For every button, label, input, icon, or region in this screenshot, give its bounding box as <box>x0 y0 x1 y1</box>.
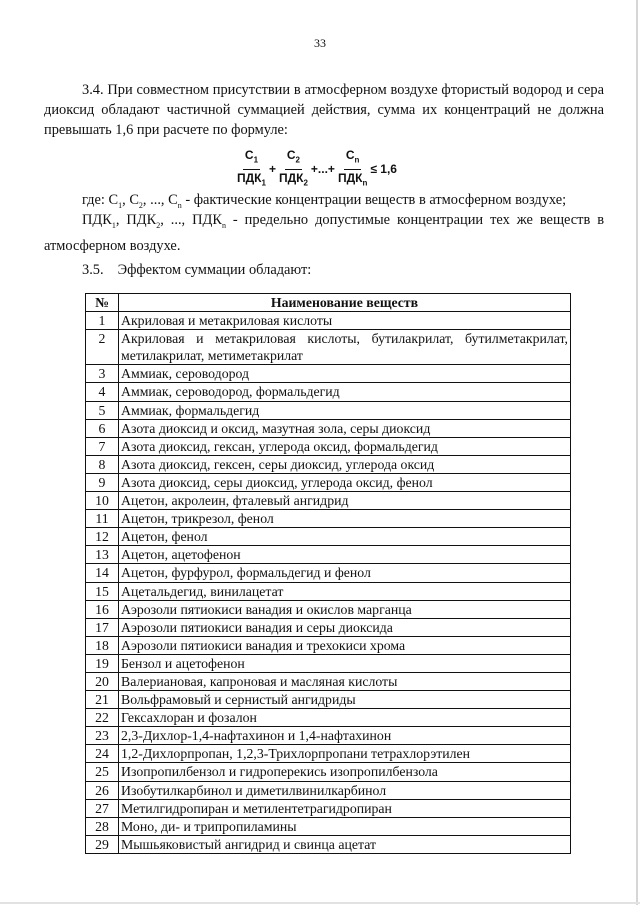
table-row <box>86 799 571 817</box>
separator: , ..., <box>142 192 169 208</box>
substance-names: Вольфрамовый и сернистый ангидриды <box>119 691 571 709</box>
summation-formula <box>236 150 399 188</box>
substance-names: Изопропилбензол и гидроперекись изопропилбензола <box>119 763 571 781</box>
page-number: 33 <box>314 36 326 50</box>
row-number: 24 <box>86 745 119 763</box>
table-row <box>86 546 571 564</box>
formula-numerator: С <box>286 148 296 163</box>
formula-subscript: 2 <box>303 177 308 187</box>
substance-names: Аммиак, формальдегид <box>119 401 571 419</box>
formula-operator: + <box>268 162 276 176</box>
table-row <box>86 437 571 455</box>
row-number: 27 <box>86 799 119 817</box>
table-row <box>86 817 571 835</box>
formula-subscript: 1 <box>253 155 259 165</box>
substance-names: Азота диоксид и оксид, мазутная зола, серы диоксид <box>119 419 571 437</box>
var-subscript: 1 <box>118 200 123 210</box>
row-number: 21 <box>86 691 119 709</box>
table-row <box>86 636 571 654</box>
row-number: 25 <box>86 763 119 781</box>
row-number: 3 <box>86 365 119 383</box>
row-number: 20 <box>86 672 119 690</box>
table-row <box>86 709 571 727</box>
formula-numerator: С <box>345 148 355 163</box>
row-number: 6 <box>86 419 119 437</box>
header-name: Наименование веществ <box>119 294 571 312</box>
formula-subscript: 1 <box>261 177 266 187</box>
formula-subscript: n <box>362 177 368 187</box>
table-row <box>86 312 571 330</box>
var-pdk: ПДК <box>82 212 112 228</box>
substance-names: Изобутилкарбинол и диметилвинилкарбинол <box>119 781 571 799</box>
substance-names: Бензол и ацетофенон <box>119 654 571 672</box>
var-c: С <box>108 192 119 208</box>
paragraph-3-4: 3.4. При совместном присутствии в атмосферном воздухе фтористый водород и сера диоксид обладают частичной суммацией действия, сумма их концентраций не должна превышать 1,6 при расчете по формуле: <box>44 82 604 138</box>
page-edge-shadow <box>0 902 640 904</box>
var-c: С <box>129 192 139 208</box>
row-number: 8 <box>86 455 119 473</box>
table-row <box>86 600 571 618</box>
section-number: 3.5. <box>82 262 104 278</box>
row-number: 26 <box>86 781 119 799</box>
row-number: 5 <box>86 401 119 419</box>
row-number: 9 <box>86 473 119 491</box>
substance-names: Ацетон, фурфурол, формальдегид и фенол <box>119 564 571 582</box>
formula-fraction-n <box>338 148 367 190</box>
var-c: С <box>168 192 178 208</box>
row-number: 19 <box>86 654 119 672</box>
table-row <box>86 383 571 401</box>
row-number: 2 <box>86 330 119 365</box>
substance-names: Аэрозоли пятиокиси ванадия и трехокиси хрома <box>119 636 571 654</box>
formula-legend-pdk <box>44 210 604 256</box>
formula-fraction-2 <box>279 148 308 190</box>
var-subscript: n <box>177 200 182 210</box>
substance-names: Моно, ди- и трипропиламины <box>119 817 571 835</box>
header-number: № <box>86 294 119 312</box>
table-row <box>86 564 571 582</box>
legend-text: - предельно допустимые концентрации тех же веществ в атмосферном воздухе. <box>44 212 604 254</box>
table-row <box>86 473 571 491</box>
substance-names: 2,3-Дихлор-1,4-нафтахинон и 1,4-нафтахинон <box>119 727 571 745</box>
table-row <box>86 654 571 672</box>
table-row <box>86 727 571 745</box>
substance-names: Аэрозоли пятиокиси ванадия и окислов марганца <box>119 600 571 618</box>
substance-names: Азота диоксид, гексен, серы диоксид, углерода оксид <box>119 455 571 473</box>
table-row <box>86 582 571 600</box>
formula-denominator: ПДК <box>278 170 304 185</box>
row-number: 1 <box>86 312 119 330</box>
substance-names: Ацетон, ацетофенон <box>119 546 571 564</box>
table-row <box>86 763 571 781</box>
row-number: 14 <box>86 564 119 582</box>
row-number: 12 <box>86 528 119 546</box>
var-subscript: n <box>221 220 226 230</box>
substance-names: Аммиак, сероводород, формальдегид <box>119 383 571 401</box>
separator: , <box>122 192 130 208</box>
table-row <box>86 419 571 437</box>
formula-fraction-1 <box>237 148 266 190</box>
separator: , ..., <box>160 212 193 228</box>
substance-names: Валериановая, капроновая и масляная кислоты <box>119 672 571 690</box>
substance-names: 1,2-Дихлорпропан, 1,2,3-Трихлорпропани тетрахлорэтилен <box>119 745 571 763</box>
substance-names: Мышьяковистый ангидрид и свинца ацетат <box>119 835 571 853</box>
substance-names: Ацетальдегид, винилацетат <box>119 582 571 600</box>
row-number: 13 <box>86 546 119 564</box>
var-subscript: 2 <box>138 200 143 210</box>
table-row <box>86 835 571 853</box>
table-row <box>86 672 571 690</box>
substances-table <box>85 293 571 854</box>
formula-numerator: С <box>244 148 254 163</box>
var-pdk: ПДК <box>192 212 222 228</box>
separator: , <box>115 212 127 228</box>
formula-denominator: ПДК <box>337 170 363 185</box>
substance-names: Гексахлоран и фозалон <box>119 709 571 727</box>
substance-names: Азота диоксид, гексан, углерода оксид, формальдегид <box>119 437 571 455</box>
table-row <box>86 781 571 799</box>
formula-rhs: ≤ 1,6 <box>370 162 397 176</box>
table-row <box>86 455 571 473</box>
formula-operator: +...+ <box>310 162 335 176</box>
table-row <box>86 401 571 419</box>
where-label: где: <box>82 192 109 208</box>
table-row <box>86 510 571 528</box>
var-subscript: 2 <box>156 220 161 230</box>
page-edge-shadow <box>636 0 638 905</box>
paragraph-3-5 <box>82 260 602 280</box>
row-number: 23 <box>86 727 119 745</box>
substance-names: Аэрозоли пятиокиси ванадия и серы диоксида <box>119 618 571 636</box>
substance-names: Ацетон, акролеин, фталевый ангидрид <box>119 492 571 510</box>
substance-names: Азота диоксид, серы диоксид, углерода оксид, фенол <box>119 473 571 491</box>
row-number: 18 <box>86 636 119 654</box>
row-number: 17 <box>86 618 119 636</box>
formula-denominator: ПДК <box>237 170 262 185</box>
substance-names: Метилгидропиран и метилентетрагидропиран <box>119 799 571 817</box>
section-text: Эффектом суммации обладают: <box>117 262 312 278</box>
row-number: 7 <box>86 437 119 455</box>
var-subscript: 1 <box>111 220 116 230</box>
table-row <box>86 492 571 510</box>
row-number: 11 <box>86 510 119 528</box>
substance-names: Ацетон, фенол <box>119 528 571 546</box>
row-number: 22 <box>86 709 119 727</box>
formula-subscript: 2 <box>295 155 300 165</box>
table-row <box>86 618 571 636</box>
table-row <box>86 691 571 709</box>
substance-names: Акриловая и метакриловая кислоты, бутилакрилат, бутилметакрилат, метилакрилат, метиметакрилат <box>119 330 571 365</box>
formula-subscript: n <box>354 155 360 165</box>
table-row <box>86 330 571 365</box>
table-row <box>86 365 571 383</box>
substance-names: Ацетон, трикрезол, фенол <box>119 510 571 528</box>
row-number: 4 <box>86 383 119 401</box>
row-number: 10 <box>86 492 119 510</box>
row-number: 28 <box>86 817 119 835</box>
table-row <box>86 745 571 763</box>
substance-names: Акриловая и метакриловая кислоты <box>119 312 571 330</box>
row-number: 29 <box>86 835 119 853</box>
var-pdk: ПДК <box>126 212 157 228</box>
table-row <box>86 528 571 546</box>
substance-names: Аммиак, сероводород <box>119 365 571 383</box>
table-header-row <box>86 294 571 312</box>
row-number: 16 <box>86 600 119 618</box>
legend-text: - фактические концентрации веществ в атмосферном воздухе; <box>181 192 567 208</box>
row-number: 15 <box>86 582 119 600</box>
